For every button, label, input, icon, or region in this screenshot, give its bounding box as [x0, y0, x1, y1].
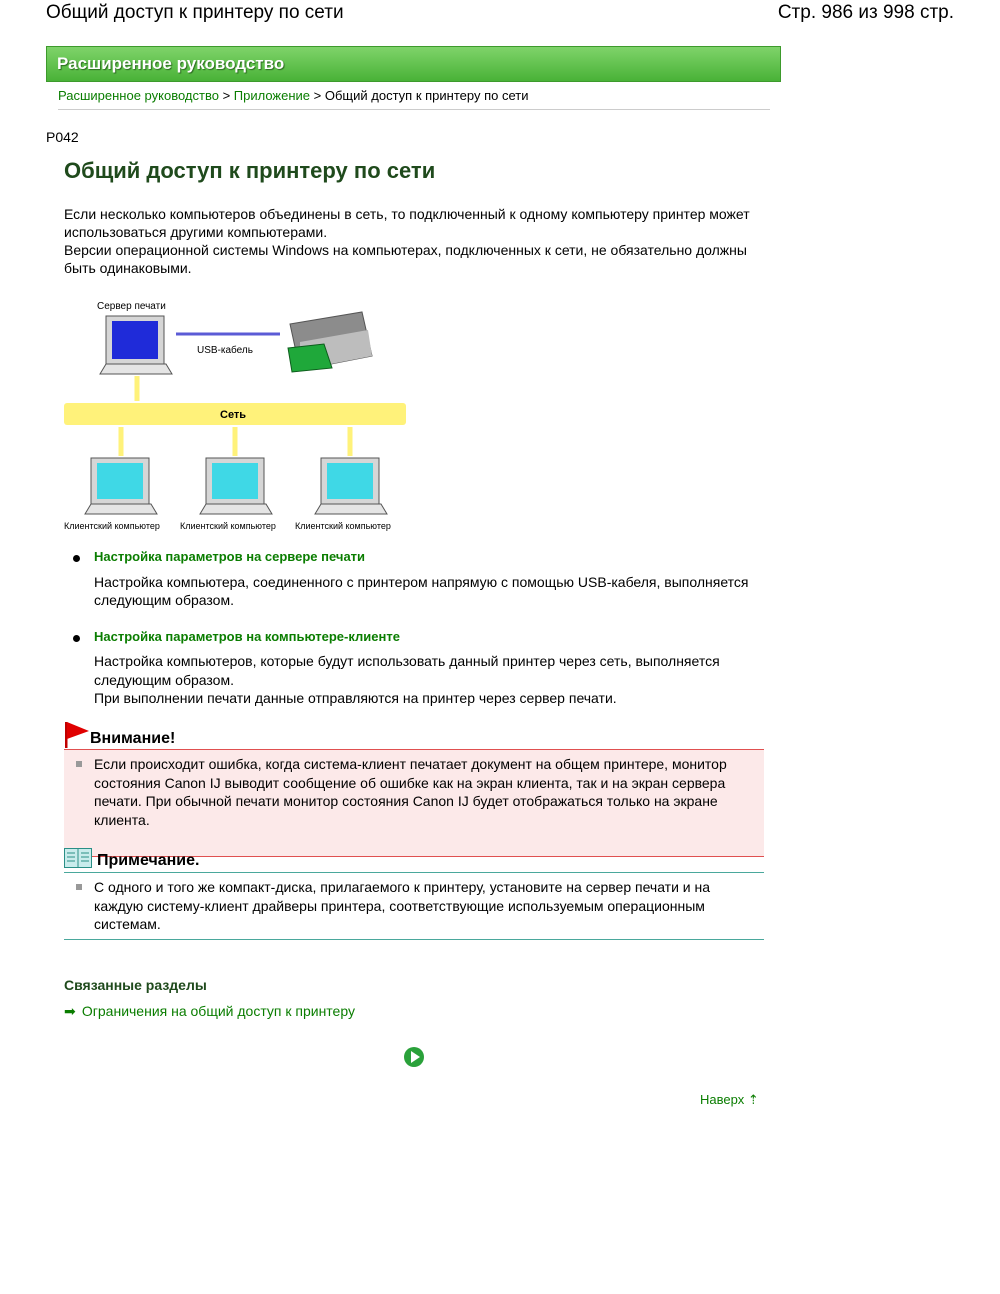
related-heading: Связанные разделы [64, 977, 207, 993]
next-page-icon[interactable] [403, 1046, 425, 1068]
list-item [64, 548, 764, 610]
bullet-icon [73, 555, 80, 562]
breadcrumb-divider [58, 109, 770, 110]
section-text: Настройка компьютера, соединенного с принтером напрямую с помощью USB-кабеля, выполняется следующим образом. [94, 573, 749, 608]
cable-label: USB-кабель [197, 345, 253, 356]
warning-title: Внимание! [90, 730, 176, 747]
client-computer-icon [85, 458, 157, 514]
client-label: Клиентский компьютер [180, 521, 276, 531]
client-computer-icon [200, 458, 272, 514]
intro-paragraph: Если несколько компьютеров объединены в сеть, то подключенный к одному компьютеру принтер может использоваться другими компьютерами. [64, 206, 750, 240]
related-item [64, 1003, 355, 1020]
client-computer-icon [315, 458, 387, 514]
intro-text [64, 205, 764, 277]
page-id: P042 [46, 129, 79, 145]
section-heading-server[interactable]: Настройка параметров на сервере печати [94, 549, 366, 564]
list-item [64, 628, 764, 708]
section-heading-client[interactable]: Настройка параметров на компьютере-клиенте [94, 628, 400, 644]
client-label: Клиентский компьютер [64, 521, 160, 531]
back-to-top-link[interactable]: Наверх [700, 1092, 745, 1107]
banner-label: Расширенное руководство [57, 54, 285, 73]
breadcrumb-separator: > [313, 88, 322, 103]
related-link[interactable]: Ограничения на общий доступ к принтеру [81, 1003, 355, 1019]
section-text: При выполнении печати данные отправляются на принтер через сервер печати. [94, 690, 617, 706]
network-diagram [62, 296, 412, 536]
warning-box [64, 749, 764, 857]
note-text: С одного и того же компакт-диска, прилагаемого к принтеру, установите на сервер печати и на каждую систему-клиент драйверы принтера, соответствующие используемым операционным системам. [94, 879, 711, 932]
breadcrumb [58, 88, 528, 103]
network-label: Сеть [220, 409, 247, 421]
square-bullet-icon [76, 761, 82, 767]
breadcrumb-link-appendix[interactable]: Приложение [233, 88, 311, 103]
square-bullet-icon [76, 884, 82, 890]
client-label: Клиентский компьютер [295, 521, 391, 531]
note-title: Примечание. [97, 852, 200, 869]
section-text: Настройка компьютеров, которые будут использовать данный принтер через сеть, выполняется следующим образом. [94, 653, 720, 688]
back-to-top[interactable] [700, 1092, 759, 1108]
green-arrow-icon: ➡ [64, 1003, 76, 1019]
guide-banner [46, 46, 781, 82]
breadcrumb-link-guide[interactable]: Расширенное руководство [58, 88, 219, 103]
page-title: Общий доступ к принтеру по сети [64, 158, 436, 183]
book-icon [64, 848, 92, 868]
document-title: Общий доступ к принтеру по сети [46, 2, 344, 23]
breadcrumb-separator: > [222, 88, 231, 103]
setup-sections [64, 548, 764, 722]
warning-text: Если происходит ошибка, когда система-клиент печатает документ на общем принтере, монитор состояния Canon IJ выводит сообщение об ошибке как на экран клиента, так и на экран сервера печати. При обычной печати монитор состояния Canon IJ будет отображаться только на экране клиента. [94, 756, 727, 828]
up-arrow-icon: ⇡ [747, 1092, 759, 1107]
intro-paragraph: Версии операционной системы Windows на компьютерах, подключенных к сети, не обязательно должны быть одинаковыми. [64, 242, 747, 276]
server-label: Сервер печати [97, 301, 166, 312]
printer-icon [288, 312, 372, 372]
breadcrumb-current: Общий доступ к принтеру по сети [324, 88, 529, 103]
page-counter: Стр. 986 из 998 стр. [777, 2, 954, 23]
note-box [64, 872, 764, 940]
server-computer-icon [100, 316, 172, 374]
bullet-icon [73, 635, 80, 642]
red-flag-icon [64, 722, 90, 748]
